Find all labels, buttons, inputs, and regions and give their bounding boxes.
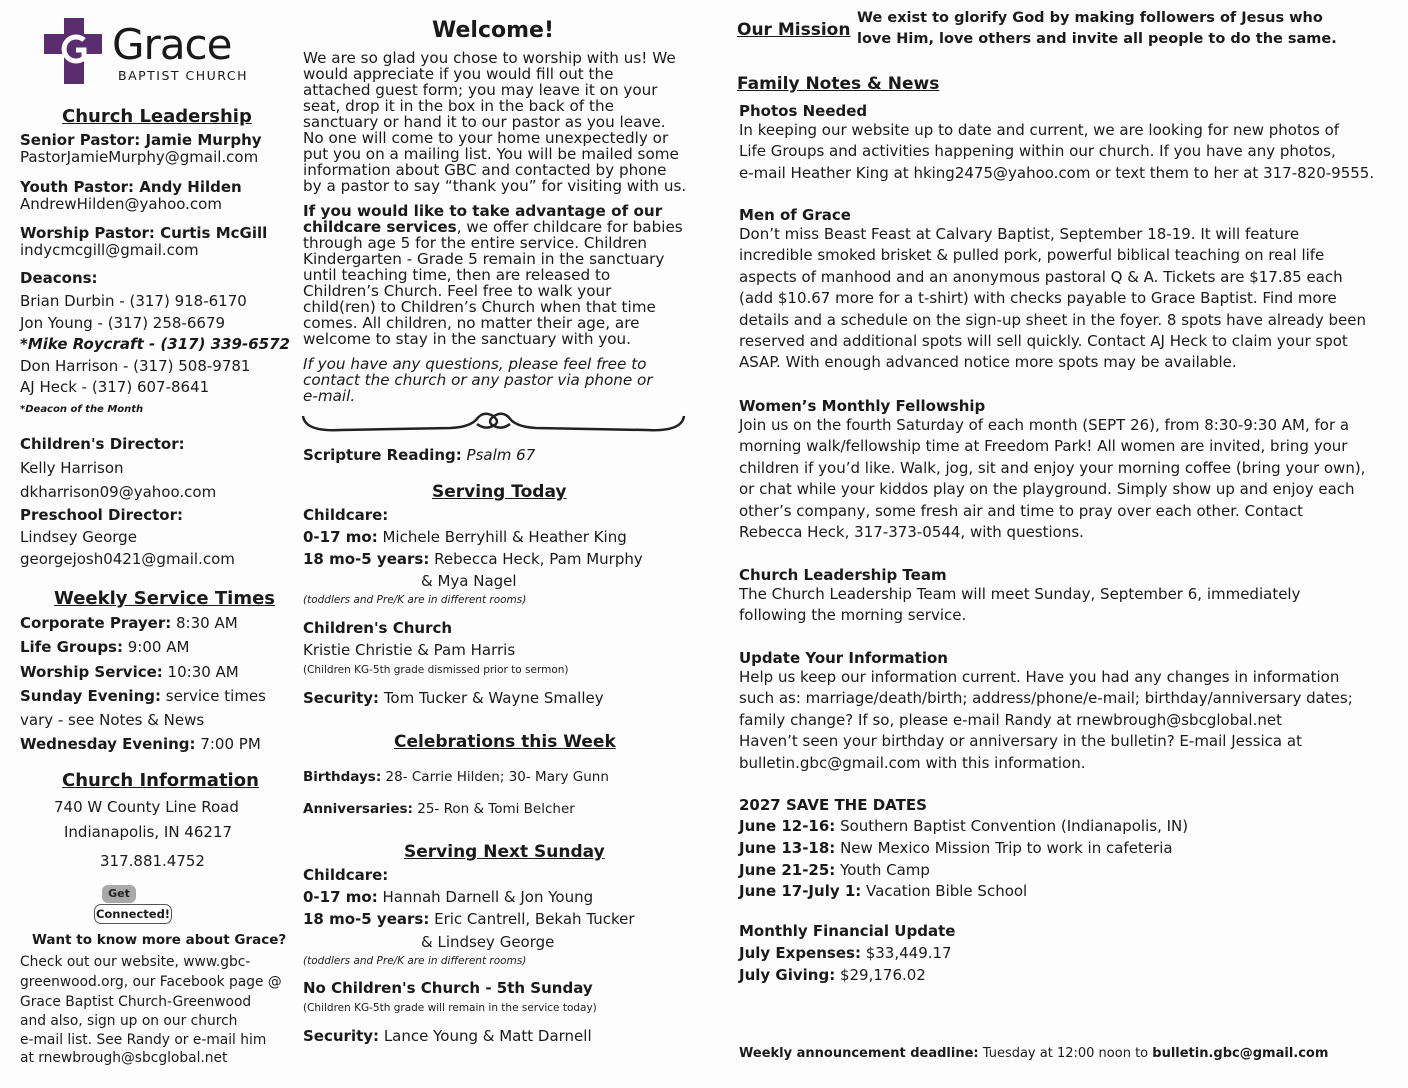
men-body: Don’t miss Beast Feast at Calvary Baptist, September 18-19. It will feature incredible smoked brisket & pulled pork, powerful biblical teaching on real life aspects of manhood and an anonymous pastoral Q & A. Tickets are $17.85 each (add $10.67 more for a t-shirt) with checks payable to Grace Baptist. Find more details and a schedule on the sign-up sheet in the foyer. 8 spots have already been reserved and additional spots will sell quickly. Contact AJ Heck to claim your spot ASAP. With enough advanced notice more spots may be available. bbox=[739, 225, 1367, 372]
cross-logo-icon bbox=[42, 18, 104, 84]
deacons-label: Deacons: bbox=[20, 269, 98, 287]
toddler-volunteers: 18 mo-5 years: Rebecca Heck, Pam Murphy bbox=[303, 550, 643, 568]
info-line: e-mail list. See Randy or e-mail him bbox=[20, 1032, 267, 1048]
senior-pastor: Senior Pastor: Jamie Murphy bbox=[20, 131, 262, 149]
childrens-director-name: Kelly Harrison bbox=[20, 459, 124, 477]
leadership-title: Church Leadership bbox=[62, 106, 252, 127]
childcare-label: Childcare: bbox=[303, 506, 389, 524]
men-title: Men of Grace bbox=[739, 206, 851, 224]
women-body: Join us on the fourth Saturday of each month (SEPT 26), from 8:30-9:30 AM, for a morning walk/fellowship time at Freedom Park! All women are invited, bring your children if you’d like. Walk, jog, sit and enjoy your morning coffee (bring your own), or chat while your kiddos play on the playground. Simply show up and enjoy each other’s company, some fresh air and time to pray over each other. Contact Rebecca Heck, 317-373-0544, with questions. bbox=[739, 416, 1366, 542]
giving: July Giving: $29,176.02 bbox=[739, 966, 926, 984]
welcome-title: Welcome! bbox=[432, 18, 554, 43]
team-body: The Church Leadership Team will meet Sunday, September 6, immediately following the morning service. bbox=[739, 585, 1301, 625]
news-title: Family Notes & News bbox=[737, 74, 940, 94]
dates-title: 2027 SAVE THE DATES bbox=[739, 796, 927, 814]
women-title: Women’s Monthly Fellowship bbox=[739, 397, 986, 415]
celebrations-title: Celebrations this Week bbox=[394, 732, 616, 752]
deacon-item: AJ Heck - (317) 607-8641 bbox=[20, 378, 210, 396]
anniversaries: Anniversaries: 25- Ron & Tomi Belcher bbox=[303, 801, 575, 817]
preschool-director-label: Preschool Director: bbox=[20, 506, 183, 524]
get-connected-badge bbox=[90, 885, 174, 927]
service-row: Wednesday Evening: 7:00 PM bbox=[20, 735, 261, 753]
service-row: vary - see Notes & News bbox=[20, 711, 205, 729]
date-item: June 12-16: Southern Baptist Convention (Indianapolis, IN) bbox=[739, 817, 1189, 835]
info-line: Grace Baptist Church-Greenwood bbox=[20, 994, 252, 1010]
worship-pastor: Worship Pastor: Curtis McGill bbox=[20, 224, 268, 242]
expenses: July Expenses: $33,449.17 bbox=[739, 944, 952, 962]
childcare-note: (toddlers and Pre/K are in different rooms) bbox=[303, 594, 527, 606]
childrens-director-email: dkharrison09@yahoo.com bbox=[20, 483, 217, 501]
welcome-paragraph-3: If you have any questions, please feel free to contact the church or any pastor via phone or e-mail. bbox=[303, 355, 653, 405]
church-phone: 317.881.4752 bbox=[100, 852, 205, 870]
update-title: Update Your Information bbox=[739, 649, 948, 667]
financial-title: Monthly Financial Update bbox=[739, 922, 956, 940]
announcement-deadline: Weekly announcement deadline: Tuesday at 12:00 noon to bulletin.gbc@gmail.com bbox=[739, 1046, 1329, 1061]
childrens-church-label: Children's Church bbox=[303, 619, 453, 637]
service-row: Sunday Evening: service times bbox=[20, 687, 266, 705]
info-line: Check out our website, www.gbc- bbox=[20, 954, 251, 970]
bubble-bottom: Connected! bbox=[94, 904, 172, 924]
deacon-item: Jon Young - (317) 258-6679 bbox=[20, 314, 226, 332]
mission-title: Our Mission bbox=[737, 20, 851, 40]
youth-pastor-email: AndrewHilden@yahoo.com bbox=[20, 195, 222, 213]
mission-line: love Him, love others and invite all people to do the same. bbox=[857, 31, 1337, 47]
address-line-1: 740 W County Line Road bbox=[54, 798, 239, 816]
toddler-next: 18 mo-5 years: Eric Cantrell, Bekah Tucker bbox=[303, 910, 635, 928]
scripture-reading: Scripture Reading: Psalm 67 bbox=[303, 446, 536, 464]
birthdays: Birthdays: 28- Carrie Hilden; 30- Mary Gunn bbox=[303, 769, 609, 785]
service-times-title: Weekly Service Times bbox=[54, 588, 275, 609]
welcome-paragraph-2: If you would like to take advantage of our childcare services, we offer childcare for babies through age 5 for the entire service. Children Kindergarten - Grade 5 remain in the sanctuary until teaching time, then are released to Children’s Church. Feel free to walk your child(ren) to Children’s Church when that time comes. All children, no matter their age, are welcome to stay in the sanctuary with you. bbox=[303, 202, 683, 348]
service-row: Worship Service: 10:30 AM bbox=[20, 663, 239, 681]
team-title: Church Leadership Team bbox=[739, 566, 947, 584]
senior-pastor-email: PastorJamieMurphy@gmail.com bbox=[20, 148, 259, 166]
date-item: June 21-25: Youth Camp bbox=[739, 861, 930, 879]
infant-volunteers: 0-17 mo: Michele Berryhill & Heather King bbox=[303, 528, 627, 546]
childcare-next-label: Childcare: bbox=[303, 866, 389, 884]
serving-today-title: Serving Today bbox=[432, 482, 567, 502]
worship-pastor-email: indycmcgill@gmail.com bbox=[20, 241, 199, 259]
deacon-of-month: *Mike Roycraft - (317) 339-6572 bbox=[20, 335, 290, 353]
welcome-paragraph-1: We are so glad you chose to worship with us! We would appreciate if you would fill out the attached guest form; you may leave it on your seat, drop it in the box in the back of the sanctuary or hand it to our pastor as you leave. No one will come to your home unexpectedly or put you on a mailing list. You will be mailed some information about GBC and contacted by phone by a pastor to say “thank you” for visiting with us. bbox=[303, 49, 687, 195]
toddler-volunteers-cont: & Mya Nagel bbox=[421, 572, 517, 590]
logo-subtitle: BAPTIST CHURCH bbox=[118, 68, 248, 83]
serving-next-title: Serving Next Sunday bbox=[404, 842, 605, 862]
mission-line: We exist to glorify God by making followers of Jesus who bbox=[857, 10, 1323, 26]
no-childrens-church: No Children's Church - 5th Sunday bbox=[303, 979, 593, 997]
bubble-top: Get bbox=[102, 885, 136, 903]
deacon-item: Don Harrison - (317) 508-9781 bbox=[20, 357, 251, 375]
church-logo bbox=[42, 18, 104, 88]
toddler-next-cont: & Lindsey George bbox=[421, 933, 555, 951]
no-childrens-church-note: (Children KG-5th grade will remain in the service today) bbox=[303, 1002, 597, 1014]
service-row: Corporate Prayer: 8:30 AM bbox=[20, 614, 238, 632]
preschool-director-email: georgejosh0421@gmail.com bbox=[20, 550, 235, 568]
church-info-title: Church Information bbox=[62, 770, 259, 791]
security-next: Security: Lance Young & Matt Darnell bbox=[303, 1027, 592, 1045]
childrens-church-names: Kristie Christie & Pam Harris bbox=[303, 641, 516, 659]
photos-body: In keeping our website up to date and current, we are looking for new photos of Life Groups and activities happening within our church. If you have any photos, e-mail Heather King at hking2475@yahoo.com or text them to her at 317-820-9555. bbox=[739, 121, 1375, 182]
infant-next: 0-17 mo: Hannah Darnell & Jon Young bbox=[303, 888, 594, 906]
youth-pastor: Youth Pastor: Andy Hilden bbox=[20, 178, 242, 196]
deacon-note: *Deacon of the Month bbox=[20, 404, 144, 415]
photos-title: Photos Needed bbox=[739, 102, 868, 120]
deacon-item: Brian Durbin - (317) 918-6170 bbox=[20, 292, 247, 310]
update-body: Help us keep our information current. Have you had any changes in information such as: marriage/death/birth; address/phone/e-mail; birthday/anniversary dates; family change? If so, please e-mail Randy at rnewbrough@sbcglobal.net Haven’t seen your birthday or anniversary in the bulletin? E-mail Jessica at bulletin.gbc@gmail.com with this information. bbox=[739, 668, 1353, 772]
service-row: Life Groups: 9:00 AM bbox=[20, 638, 190, 656]
preschool-director-name: Lindsey George bbox=[20, 528, 137, 546]
info-question: Want to know more about Grace? bbox=[32, 932, 287, 948]
childrens-church-note: (Children KG-5th grade dismissed prior to sermon) bbox=[303, 664, 569, 676]
childrens-director-label: Children's Director: bbox=[20, 435, 185, 453]
date-item: June 13-18: New Mexico Mission Trip to work in cafeteria bbox=[739, 839, 1173, 857]
info-line: at rnewbrough@sbcglobal.net bbox=[20, 1050, 228, 1066]
address-line-2: Indianapolis, IN 46217 bbox=[64, 823, 233, 841]
logo-name: Grace bbox=[112, 20, 232, 69]
security-today: Security: Tom Tucker & Wayne Smalley bbox=[303, 689, 604, 707]
info-line: greenwood.org, our Facebook page @ bbox=[20, 974, 282, 990]
flourish-divider-icon bbox=[301, 400, 686, 440]
date-item: June 17-July 1: Vacation Bible School bbox=[739, 882, 1028, 900]
childcare-next-note: (toddlers and Pre/K are in different rooms) bbox=[303, 955, 527, 967]
info-line: and also, sign up on our church bbox=[20, 1013, 238, 1029]
